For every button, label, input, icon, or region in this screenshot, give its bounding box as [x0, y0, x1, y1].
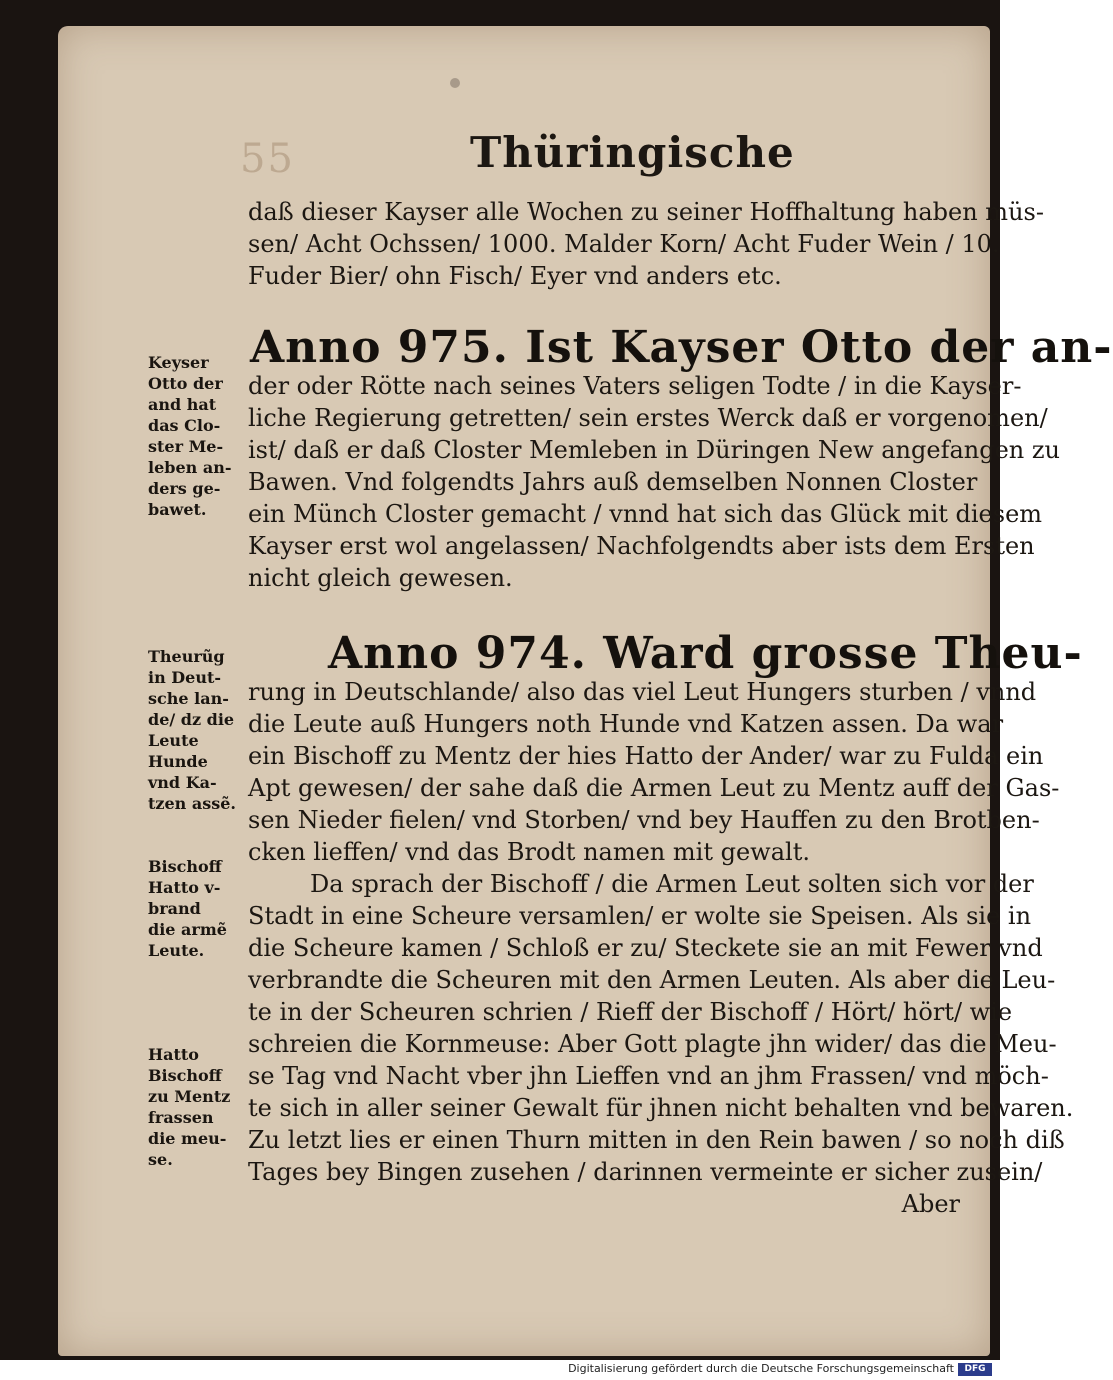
- text-line: liche Regierung getretten/ sein erstes Werck daß er vorgenomen/: [248, 404, 1048, 432]
- text-line: die Leute auß Hungers noth Hunde vnd Katzen assen. Da war: [248, 710, 1004, 738]
- text-line: se Tag vnd Nacht vber jhn Lieffen vnd an jhm Frassen/ vnd möch-: [248, 1062, 1049, 1090]
- text-line: die Scheure kamen / Schloß er zu/ Steckete sie an mit Fewer vnd: [248, 934, 1043, 962]
- page-stain: [450, 78, 460, 88]
- text-line: verbrandte die Scheuren mit den Armen Leuten. Als aber die Leu-: [248, 966, 1056, 994]
- footer-bar: [0, 1360, 1000, 1380]
- text-line: sen/ Acht Ochssen/ 1000. Malder Korn/ Acht Fuder Wein / 10.: [248, 230, 1000, 258]
- text-line: daß dieser Kayser alle Wochen zu seiner Hoffhaltung haben müs-: [248, 198, 1044, 226]
- text-line: Tages bey Bingen zusehen / darinnen vermeinte er sicher zusein/: [248, 1158, 1043, 1186]
- margin-note-bischoff: Bischoff Hatto v- brand die armẽ Leute.: [148, 857, 227, 960]
- running-head: Thüringische: [470, 128, 795, 177]
- funding-credit: Digitalisierung gefördert durch die Deutsche Forschungsgemeinschaft: [568, 1362, 954, 1375]
- text-line: Kayser erst wol angelassen/ Nachfolgendts aber ists dem Ersten: [248, 532, 1035, 560]
- margin-note-theurung: Theurũg in Deut- sche lan- de/ dz die Leute Hunde vnd Ka- tzen assẽ.: [148, 647, 236, 813]
- text-line: te sich in aller seiner Gewalt für jhnen nicht behalten vnd bewaren.: [248, 1094, 1074, 1122]
- text-line: rung in Deutschlande/ also das viel Leut Hungers sturben / vnnd: [248, 678, 1037, 706]
- text-line: schreien die Kornmeuse: Aber Gott plagte jhn wider/ das die Meu-: [248, 1030, 1057, 1058]
- text-line: nicht gleich gewesen.: [248, 564, 513, 592]
- text-line: ein Bischoff zu Mentz der hies Hatto der Ander/ war zu Fulda ein: [248, 742, 1044, 770]
- catchword: Aber: [901, 1190, 960, 1218]
- text-line: Fuder Bier/ ohn Fisch/ Eyer vnd anders etc.: [248, 262, 782, 290]
- text-line: der oder Rötte nach seines Vaters seligen Todte / in die Kayser-: [248, 372, 1022, 400]
- text-line: Stadt in eine Scheure versamlen/ er wolte sie Speisen. Als sie in: [248, 902, 1032, 930]
- margin-note-otto: Keyser Otto der and hat das Clo- ster Me- leben an- ders ge- bawet.: [148, 353, 232, 519]
- text-line: Zu letzt lies er einen Thurn mitten in den Rein bawen / so noch diß: [248, 1126, 1065, 1154]
- text-line: ist/ daß er daß Closter Memleben in Düringen New angefangen zu: [248, 436, 1060, 464]
- text-line: Da sprach der Bischoff / die Armen Leut solten sich vor der: [310, 870, 1034, 898]
- text-line: Bawen. Vnd folgendts Jahrs auß demselben Nonnen Closter: [248, 468, 978, 496]
- bleed-through-page-number: 55: [240, 136, 295, 182]
- text-line: cken lieffen/ vnd das Brodt namen mit gewalt.: [248, 838, 810, 866]
- dfg-logo: DFG: [958, 1363, 992, 1376]
- margin-note-hatto: Hatto Bischoff zu Mentz frassen die meu- se.: [148, 1045, 231, 1169]
- text-line: sen Nieder fielen/ vnd Storben/ vnd bey Hauffen zu den Brotben-: [248, 806, 1040, 834]
- text-line: Apt gewesen/ der sahe daß die Armen Leut zu Mentz auff der Gas-: [248, 774, 1060, 802]
- text-line: ein Münch Closter gemacht / vnnd hat sich das Glück mit diesem: [248, 500, 1043, 528]
- section-heading-975: Anno 975. Ist Kayser Otto der an-: [250, 322, 1113, 373]
- section-heading-974: Anno 974. Ward grosse Theu-: [328, 628, 1083, 679]
- text-line: te in der Scheuren schrien / Rieff der Bischoff / Hört/ hört/ wie: [248, 998, 1013, 1026]
